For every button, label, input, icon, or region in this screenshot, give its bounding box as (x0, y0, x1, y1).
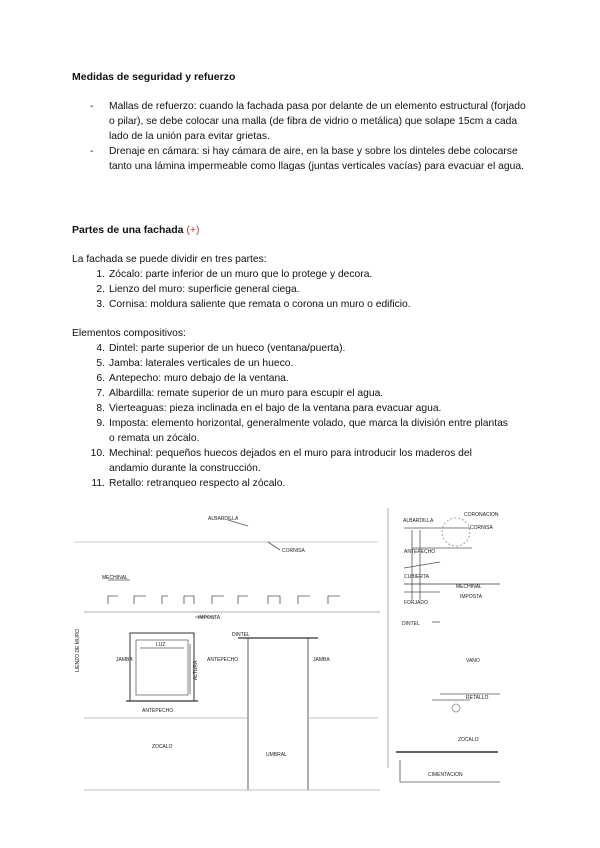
list-item: 9. Imposta: elemento horizontal, generalmente volado, que marca la división entre plantas o remata un zócalo. (96, 418, 508, 444)
label-antepecho-center: ANTEPECHO (207, 657, 239, 663)
label-albardilla: ALBARDILLA (208, 516, 239, 522)
mechinal-mark (184, 596, 194, 604)
list-item: 3. Cornisa: moldura saliente que remata o corona un muro o edificio. (96, 299, 411, 310)
list-item: 7. Albardilla: remate superior de un muro para escupir el agua. (96, 388, 384, 399)
label-mechinal-section: MECHINAL (456, 584, 482, 590)
label-luz: LUZ (156, 642, 166, 648)
label-altura: ALTURA (193, 660, 199, 680)
list-item: 5. Jamba: laterales verticales de un hueco. (96, 358, 294, 369)
roof-line (404, 562, 440, 568)
label-dintel: DINTEL (232, 632, 250, 638)
label-mechinal: MECHINAL (102, 575, 128, 581)
retallo-circle (452, 704, 460, 712)
section-title-parts: Partes de una fachada (+) (72, 224, 200, 236)
label-albardilla-section: ALBARDILLA (403, 518, 434, 524)
label-lienzo-de-muro: LIENZO DE MURO (75, 628, 81, 672)
section-title-security: Medidas de seguridad y refuerzo (72, 71, 236, 83)
label-retallo: RETALLO (466, 695, 489, 701)
expand-link[interactable]: (+) (186, 224, 200, 236)
mechinal-mark (328, 596, 340, 604)
list-item: 8. Vierteaguas: pieza inclinada en el bajo de la ventana para evacuar agua. (96, 403, 442, 414)
label-umbral: UMBRAL (266, 752, 287, 758)
mechinal-mark (268, 596, 280, 604)
label-vano: VANO (466, 658, 480, 664)
list-item: 2. Lienzo del muro: superficie general ciega. (96, 284, 300, 295)
mechinal-mark (108, 596, 118, 604)
list-item: 11. Retallo: retranqueo respecto al zócalo. (91, 478, 286, 489)
mechinal-mark (298, 596, 310, 604)
mechinal-mark (212, 596, 224, 604)
list-item: 1. Zócalo: parte inferior de un muro que lo protege y decora. (96, 269, 373, 280)
label-coronacion: CORONACION (464, 512, 499, 518)
mechinal-mark (162, 596, 168, 604)
compositive-intro: Elementos compositivos: (72, 328, 186, 339)
label-cornisa-section: CORNISA (470, 525, 493, 531)
label-forjado: FORJADO (404, 600, 428, 606)
list-item: - Drenaje en cámara: si hay cámara de aire, en la base y sobre los dinteles debe colocarse tanto una lámina impermeable como llagas (juntas verticales vacías) para evacuar el agua. (90, 146, 524, 172)
list-item: 4. Dintel: parte superior de un hueco (ventana/puerta). (96, 343, 346, 354)
label-cornisa: CORNISA (282, 548, 305, 554)
label-cimentacion: CIMENTACION (428, 772, 463, 778)
label-cubierta: CUBIERTA (404, 574, 429, 580)
list-item: 6. Antepecho: muro debajo de la ventana. (96, 373, 289, 384)
mechinal-mark (134, 596, 146, 604)
label-jamba-right: JAMBA (313, 657, 330, 663)
label-imposta: IMPOSTA (198, 615, 221, 621)
label-zocalo: ZOCALO (152, 744, 173, 750)
list-item: - Mallas de refuerzo: cuando la fachada pasa por delante de un elemento estructural (forjado o pilar), se debe colocar una malla (de fibra de vidrio o metálica) que solape 15cm a cada lado de la unión para evitar grietas. (90, 101, 526, 142)
leader-line (268, 542, 280, 550)
label-antepecho-bottom: ANTEPECHO (142, 708, 174, 714)
mechinal-mark (238, 596, 248, 604)
label-imposta-section: IMPOSTA (460, 594, 483, 600)
detail-circle (442, 518, 470, 546)
label-zocalo-section: ZOCALO (458, 737, 479, 743)
label-antepecho-section: ANTEPECHO (404, 549, 436, 555)
label-dintel-section: DINTEL (402, 621, 420, 627)
parts-intro: La fachada se puede dividir en tres partes: (72, 254, 267, 265)
label-jamba-left: JAMBA (116, 657, 133, 663)
list-item: 10. Mechinal: pequeños huecos dejados en el muro para introducir los maderos del andamio durante la construcción. (90, 448, 472, 474)
